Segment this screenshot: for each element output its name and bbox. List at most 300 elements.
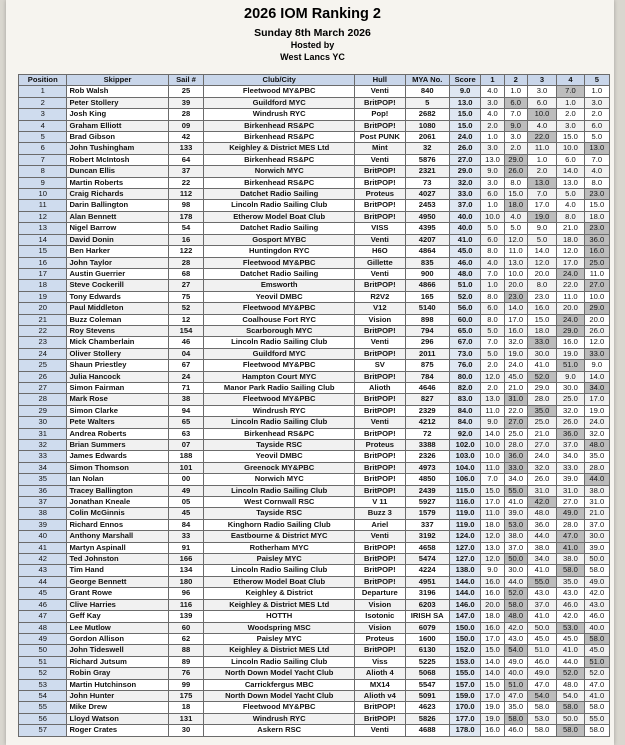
score-cell: 60.0 bbox=[449, 314, 481, 325]
race-1-cell: 8.0 bbox=[481, 291, 504, 302]
race-5-cell: 55.0 bbox=[584, 713, 609, 724]
mya-number-cell: 5091 bbox=[405, 690, 449, 701]
sail-number-cell: 101 bbox=[168, 462, 204, 473]
score-cell: 45.0 bbox=[449, 246, 481, 257]
table-row bbox=[19, 325, 610, 336]
hull-cell: BritPOP! bbox=[355, 554, 406, 565]
hull-cell: V 11 bbox=[355, 497, 406, 508]
race-4-cell: 17.0 bbox=[557, 257, 584, 268]
race-2-cell: 50.0 bbox=[504, 554, 527, 565]
skipper-cell: Colin McGinnis bbox=[67, 508, 168, 519]
mya-number-cell: 840 bbox=[405, 86, 449, 97]
mya-number-cell: 4395 bbox=[405, 223, 449, 234]
race-2-cell: 37.0 bbox=[504, 542, 527, 553]
hull-cell: BritPOP! bbox=[355, 325, 406, 336]
sail-number-cell: 116 bbox=[168, 599, 204, 610]
table-row bbox=[19, 394, 610, 405]
skipper-cell: Mick Chamberlain bbox=[67, 337, 168, 348]
race-1-cell: 16.0 bbox=[481, 588, 504, 599]
club-cell: Etherow Model Boat Club bbox=[204, 576, 355, 587]
race-1-cell: 15.0 bbox=[481, 485, 504, 496]
race-5-cell: 5.0 bbox=[584, 132, 609, 143]
sail-number-cell: 166 bbox=[168, 554, 204, 565]
hull-cell: Pop! bbox=[355, 109, 406, 120]
race-3-cell: 26.0 bbox=[527, 474, 556, 485]
race-1-cell: 2.0 bbox=[481, 360, 504, 371]
event-date: Sunday 8th March 2026 bbox=[254, 27, 371, 39]
race-2-cell: 45.0 bbox=[504, 371, 527, 382]
race-1-cell: 14.0 bbox=[481, 656, 504, 667]
mya-number-cell: 4027 bbox=[405, 189, 449, 200]
race-2-cell: 18.0 bbox=[504, 200, 527, 211]
mya-number-cell: 2453 bbox=[405, 200, 449, 211]
position-cell: 15 bbox=[19, 246, 67, 257]
skipper-cell: Paul Middleton bbox=[67, 303, 168, 314]
club-cell: Datchet Radio Sailing bbox=[204, 223, 355, 234]
table-row bbox=[19, 189, 610, 200]
hull-cell: BritPOP! bbox=[355, 166, 406, 177]
race-3-cell: 7.0 bbox=[527, 189, 556, 200]
race-2-cell: 51.0 bbox=[504, 679, 527, 690]
mya-number-cell: 72 bbox=[405, 428, 449, 439]
score-cell: 24.0 bbox=[449, 132, 481, 143]
race-4-cell: 53.0 bbox=[557, 622, 584, 633]
table-row bbox=[19, 246, 610, 257]
race-1-cell: 18.0 bbox=[481, 611, 504, 622]
race-1-cell: 6.0 bbox=[481, 234, 504, 245]
table-row bbox=[19, 668, 610, 679]
race-5-cell: 1.0 bbox=[584, 86, 609, 97]
mya-number-cell: 4658 bbox=[405, 542, 449, 553]
race-5-cell: 44.0 bbox=[584, 474, 609, 485]
table-row bbox=[19, 702, 610, 713]
race-4-cell: 14.0 bbox=[557, 166, 584, 177]
col-header-sail: Sail # bbox=[168, 75, 204, 86]
sail-number-cell: 112 bbox=[168, 189, 204, 200]
score-cell: 26.0 bbox=[449, 143, 481, 154]
hull-cell: Mint bbox=[355, 143, 406, 154]
hull-cell: Venti bbox=[355, 725, 406, 736]
race-2-cell: 41.0 bbox=[504, 497, 527, 508]
sail-number-cell: 63 bbox=[168, 428, 204, 439]
race-5-cell: 38.0 bbox=[584, 485, 609, 496]
skipper-cell: Tony Edwards bbox=[67, 291, 168, 302]
race-4-cell: 31.0 bbox=[557, 485, 584, 496]
race-5-cell: 13.0 bbox=[584, 143, 609, 154]
race-4-cell: 58.0 bbox=[557, 565, 584, 576]
race-4-cell: 43.0 bbox=[557, 588, 584, 599]
score-cell: 124.0 bbox=[449, 531, 481, 542]
score-cell: 119.0 bbox=[449, 508, 481, 519]
hull-cell: Vision bbox=[355, 622, 406, 633]
col-header-race-4: 4 bbox=[557, 75, 584, 86]
hull-cell: BritPOP! bbox=[355, 451, 406, 462]
table-row bbox=[19, 120, 610, 131]
mya-number-cell: 32 bbox=[405, 143, 449, 154]
table-row bbox=[19, 519, 610, 530]
mya-number-cell: 5140 bbox=[405, 303, 449, 314]
mya-number-cell: 835 bbox=[405, 257, 449, 268]
table-row bbox=[19, 143, 610, 154]
club-cell: Keighley & District MES Ltd bbox=[204, 599, 355, 610]
race-1-cell: 15.0 bbox=[481, 679, 504, 690]
table-row bbox=[19, 337, 610, 348]
table-row bbox=[19, 257, 610, 268]
hull-cell: Gillette bbox=[355, 257, 406, 268]
hull-cell: Venti bbox=[355, 337, 406, 348]
position-cell: 19 bbox=[19, 291, 67, 302]
sail-number-cell: 28 bbox=[168, 109, 204, 120]
race-5-cell: 48.0 bbox=[584, 440, 609, 451]
race-1-cell: 19.0 bbox=[481, 713, 504, 724]
hull-cell: Post PUNK bbox=[355, 132, 406, 143]
hull-cell: Alioth 4 bbox=[355, 668, 406, 679]
skipper-cell: John Taylor bbox=[67, 257, 168, 268]
position-cell: 16 bbox=[19, 257, 67, 268]
score-cell: 37.0 bbox=[449, 200, 481, 211]
position-cell: 18 bbox=[19, 280, 67, 291]
race-3-cell: 48.0 bbox=[527, 508, 556, 519]
skipper-cell: Brad Gibson bbox=[67, 132, 168, 143]
sail-number-cell: 139 bbox=[168, 611, 204, 622]
sail-number-cell: 16 bbox=[168, 234, 204, 245]
position-cell: 48 bbox=[19, 622, 67, 633]
mya-number-cell: 5927 bbox=[405, 497, 449, 508]
race-2-cell: 8.0 bbox=[504, 177, 527, 188]
race-1-cell: 10.0 bbox=[481, 451, 504, 462]
ranking-table-body bbox=[19, 86, 610, 736]
table-row bbox=[19, 211, 610, 222]
club-cell: Greenock MY&PBC bbox=[204, 462, 355, 473]
score-cell: 144.0 bbox=[449, 576, 481, 587]
race-4-cell: 37.0 bbox=[557, 440, 584, 451]
race-2-cell: 12.0 bbox=[504, 234, 527, 245]
skipper-cell: John Hunter bbox=[67, 690, 168, 701]
position-cell: 57 bbox=[19, 725, 67, 736]
race-5-cell: 21.0 bbox=[584, 508, 609, 519]
sail-number-cell: 49 bbox=[168, 485, 204, 496]
race-5-cell: 42.0 bbox=[584, 588, 609, 599]
race-1-cell: 1.0 bbox=[481, 132, 504, 143]
skipper-cell: Oliver Stollery bbox=[67, 348, 168, 359]
race-5-cell: 26.0 bbox=[584, 325, 609, 336]
race-4-cell: 32.0 bbox=[557, 405, 584, 416]
skipper-cell: Ted Johnston bbox=[67, 554, 168, 565]
race-3-cell: 50.0 bbox=[527, 622, 556, 633]
race-1-cell: 17.0 bbox=[481, 633, 504, 644]
race-4-cell: 13.0 bbox=[557, 177, 584, 188]
table-row bbox=[19, 485, 610, 496]
race-5-cell: 45.0 bbox=[584, 645, 609, 656]
col-header-club: Club/City bbox=[204, 75, 355, 86]
club-cell: North Down Model Yacht Club bbox=[204, 690, 355, 701]
position-cell: 22 bbox=[19, 325, 67, 336]
sail-number-cell: 07 bbox=[168, 440, 204, 451]
race-1-cell: 8.0 bbox=[481, 246, 504, 257]
mya-number-cell: IRISH SA bbox=[405, 611, 449, 622]
race-4-cell: 41.0 bbox=[557, 542, 584, 553]
club-cell: Windrush RYC bbox=[204, 405, 355, 416]
skipper-cell: Lee Mutlow bbox=[67, 622, 168, 633]
race-1-cell: 4.0 bbox=[481, 86, 504, 97]
score-cell: 9.0 bbox=[449, 86, 481, 97]
mya-number-cell: 296 bbox=[405, 337, 449, 348]
table-row bbox=[19, 508, 610, 519]
race-4-cell: 36.0 bbox=[557, 428, 584, 439]
position-cell: 44 bbox=[19, 576, 67, 587]
position-cell: 2 bbox=[19, 97, 67, 108]
skipper-cell: Darin Ballington bbox=[67, 200, 168, 211]
position-cell: 21 bbox=[19, 314, 67, 325]
table-row bbox=[19, 109, 610, 120]
race-4-cell: 46.0 bbox=[557, 599, 584, 610]
position-cell: 38 bbox=[19, 508, 67, 519]
position-cell: 41 bbox=[19, 542, 67, 553]
mya-number-cell: 2061 bbox=[405, 132, 449, 143]
skipper-cell: Ian Nolan bbox=[67, 474, 168, 485]
position-cell: 5 bbox=[19, 132, 67, 143]
mya-number-cell: 4224 bbox=[405, 565, 449, 576]
race-3-cell: 5.0 bbox=[527, 234, 556, 245]
mya-number-cell: 900 bbox=[405, 268, 449, 279]
position-cell: 46 bbox=[19, 599, 67, 610]
race-5-cell: 31.0 bbox=[584, 497, 609, 508]
hull-cell: BritPOP! bbox=[355, 542, 406, 553]
race-4-cell: 6.0 bbox=[557, 154, 584, 165]
race-5-cell: 24.0 bbox=[584, 417, 609, 428]
score-cell: 48.0 bbox=[449, 268, 481, 279]
skipper-cell: Buzz Coleman bbox=[67, 314, 168, 325]
table-row bbox=[19, 166, 610, 177]
score-cell: 104.0 bbox=[449, 462, 481, 473]
skipper-cell: Andrea Roberts bbox=[67, 428, 168, 439]
mya-number-cell: 4688 bbox=[405, 725, 449, 736]
table-row bbox=[19, 417, 610, 428]
score-cell: 15.0 bbox=[449, 109, 481, 120]
position-cell: 8 bbox=[19, 166, 67, 177]
race-4-cell: 49.0 bbox=[557, 508, 584, 519]
skipper-cell: Simon Clarke bbox=[67, 405, 168, 416]
club-cell: Norwich MYC bbox=[204, 166, 355, 177]
club-cell: Birkenhead RS&PC bbox=[204, 132, 355, 143]
race-1-cell: 12.0 bbox=[481, 531, 504, 542]
race-2-cell: 25.0 bbox=[504, 428, 527, 439]
mya-number-cell: 898 bbox=[405, 314, 449, 325]
col-header-skipper: Skipper bbox=[67, 75, 168, 86]
club-cell: Keighley & District MES Ltd bbox=[204, 645, 355, 656]
race-2-cell: 27.0 bbox=[504, 417, 527, 428]
race-2-cell: 7.0 bbox=[504, 109, 527, 120]
race-3-cell: 47.0 bbox=[527, 679, 556, 690]
position-cell: 35 bbox=[19, 474, 67, 485]
score-cell: 27.0 bbox=[449, 154, 481, 165]
position-cell: 9 bbox=[19, 177, 67, 188]
race-1-cell: 14.0 bbox=[481, 668, 504, 679]
hull-cell: BritPOP! bbox=[355, 405, 406, 416]
hull-cell: SV bbox=[355, 360, 406, 371]
score-cell: 147.0 bbox=[449, 611, 481, 622]
race-3-cell: 53.0 bbox=[527, 713, 556, 724]
race-2-cell: 2.0 bbox=[504, 143, 527, 154]
score-cell: 40.0 bbox=[449, 223, 481, 234]
race-2-cell: 36.0 bbox=[504, 451, 527, 462]
sail-number-cell: 134 bbox=[168, 565, 204, 576]
race-3-cell: 31.0 bbox=[527, 485, 556, 496]
club-cell: Woodspring MSC bbox=[204, 622, 355, 633]
hull-cell: V12 bbox=[355, 303, 406, 314]
table-row bbox=[19, 223, 610, 234]
race-3-cell: 29.0 bbox=[527, 382, 556, 393]
table-row bbox=[19, 428, 610, 439]
race-1-cell: 10.0 bbox=[481, 211, 504, 222]
mya-number-cell: 4207 bbox=[405, 234, 449, 245]
club-cell: Birkenhead RS&PC bbox=[204, 154, 355, 165]
skipper-cell: Peter Stollery bbox=[67, 97, 168, 108]
race-3-cell: 4.0 bbox=[527, 120, 556, 131]
club-cell: Carrickfergus MBC bbox=[204, 679, 355, 690]
score-cell: 51.0 bbox=[449, 280, 481, 291]
race-2-cell: 16.0 bbox=[504, 325, 527, 336]
score-cell: 52.0 bbox=[449, 291, 481, 302]
race-4-cell: 11.0 bbox=[557, 291, 584, 302]
sail-number-cell: 98 bbox=[168, 200, 204, 211]
race-2-cell: 5.0 bbox=[504, 223, 527, 234]
mya-number-cell: 1579 bbox=[405, 508, 449, 519]
race-3-cell: 30.0 bbox=[527, 348, 556, 359]
sail-number-cell: 71 bbox=[168, 382, 204, 393]
race-3-cell: 13.0 bbox=[527, 177, 556, 188]
table-row bbox=[19, 154, 610, 165]
skipper-cell: Roger Crates bbox=[67, 725, 168, 736]
race-4-cell: 4.0 bbox=[557, 200, 584, 211]
mya-number-cell: 6203 bbox=[405, 599, 449, 610]
mya-number-cell: 4850 bbox=[405, 474, 449, 485]
hull-cell: Buzz 3 bbox=[355, 508, 406, 519]
skipper-cell: Richard Jutsum bbox=[67, 656, 168, 667]
mya-number-cell: 4623 bbox=[405, 702, 449, 713]
club-cell: Fleetwood MY&PBC bbox=[204, 394, 355, 405]
position-cell: 52 bbox=[19, 668, 67, 679]
race-3-cell: 8.0 bbox=[527, 280, 556, 291]
race-5-cell: 8.0 bbox=[584, 177, 609, 188]
skipper-cell: Robert McIntosh bbox=[67, 154, 168, 165]
table-header-row bbox=[19, 75, 610, 86]
score-cell: 152.0 bbox=[449, 645, 481, 656]
mya-number-cell: 1080 bbox=[405, 120, 449, 131]
race-1-cell: 17.0 bbox=[481, 690, 504, 701]
mya-number-cell: 827 bbox=[405, 394, 449, 405]
score-cell: 41.0 bbox=[449, 234, 481, 245]
race-4-cell: 48.0 bbox=[557, 679, 584, 690]
race-3-cell: 36.0 bbox=[527, 519, 556, 530]
race-1-cell: 16.0 bbox=[481, 725, 504, 736]
score-cell: 40.0 bbox=[449, 211, 481, 222]
skipper-cell: Pete Walters bbox=[67, 417, 168, 428]
club-cell: Norwich MYC bbox=[204, 474, 355, 485]
table-row bbox=[19, 462, 610, 473]
hull-cell: Vision bbox=[355, 599, 406, 610]
mya-number-cell: 4212 bbox=[405, 417, 449, 428]
hull-cell: BritPOP! bbox=[355, 394, 406, 405]
skipper-cell: Rob Walsh bbox=[67, 86, 168, 97]
race-5-cell: 17.0 bbox=[584, 394, 609, 405]
race-2-cell: 52.0 bbox=[504, 588, 527, 599]
race-5-cell: 32.0 bbox=[584, 428, 609, 439]
sail-number-cell: 22 bbox=[168, 177, 204, 188]
score-cell: 15.0 bbox=[449, 120, 481, 131]
race-5-cell: 52.0 bbox=[584, 668, 609, 679]
race-1-cell: 5.0 bbox=[481, 348, 504, 359]
club-cell: Coalhouse Fort RYC bbox=[204, 314, 355, 325]
race-2-cell: 39.0 bbox=[504, 508, 527, 519]
position-cell: 10 bbox=[19, 189, 67, 200]
race-3-cell: 46.0 bbox=[527, 656, 556, 667]
sail-number-cell: 42 bbox=[168, 132, 204, 143]
mya-number-cell: 4866 bbox=[405, 280, 449, 291]
score-cell: 76.0 bbox=[449, 360, 481, 371]
sail-number-cell: 28 bbox=[168, 257, 204, 268]
position-cell: 42 bbox=[19, 554, 67, 565]
race-3-cell: 41.0 bbox=[527, 360, 556, 371]
race-3-cell: 2.0 bbox=[527, 166, 556, 177]
race-3-cell: 11.0 bbox=[527, 143, 556, 154]
sail-number-cell: 60 bbox=[168, 622, 204, 633]
sail-number-cell: 05 bbox=[168, 497, 204, 508]
hull-cell: Venti bbox=[355, 531, 406, 542]
race-4-cell: 39.0 bbox=[557, 474, 584, 485]
table-row bbox=[19, 542, 610, 553]
race-2-cell: 24.0 bbox=[504, 360, 527, 371]
skipper-cell: Mark Rose bbox=[67, 394, 168, 405]
race-3-cell: 43.0 bbox=[527, 588, 556, 599]
race-5-cell: 39.0 bbox=[584, 542, 609, 553]
position-cell: 31 bbox=[19, 428, 67, 439]
race-4-cell: 19.0 bbox=[557, 348, 584, 359]
mya-number-cell: 2682 bbox=[405, 109, 449, 120]
table-row bbox=[19, 713, 610, 724]
mya-number-cell: 4951 bbox=[405, 576, 449, 587]
race-4-cell: 27.0 bbox=[557, 497, 584, 508]
race-4-cell: 7.0 bbox=[557, 86, 584, 97]
race-1-cell: 5.0 bbox=[481, 325, 504, 336]
race-5-cell: 20.0 bbox=[584, 314, 609, 325]
skipper-cell: John Tushingham bbox=[67, 143, 168, 154]
sail-number-cell: 154 bbox=[168, 325, 204, 336]
race-4-cell: 24.0 bbox=[557, 268, 584, 279]
score-cell: 153.0 bbox=[449, 656, 481, 667]
race-3-cell: 37.0 bbox=[527, 599, 556, 610]
race-5-cell: 28.0 bbox=[584, 462, 609, 473]
skipper-cell: Austin Guerrier bbox=[67, 268, 168, 279]
race-5-cell: 23.0 bbox=[584, 223, 609, 234]
race-3-cell: 27.0 bbox=[527, 440, 556, 451]
race-2-cell: 17.0 bbox=[504, 314, 527, 325]
club-cell: Datchet Radio Sailing bbox=[204, 189, 355, 200]
race-1-cell: 7.0 bbox=[481, 268, 504, 279]
race-3-cell: 23.0 bbox=[527, 291, 556, 302]
skipper-cell: Roy Stevens bbox=[67, 325, 168, 336]
race-3-cell: 10.0 bbox=[527, 109, 556, 120]
hull-cell: BritPOP! bbox=[355, 200, 406, 211]
club-cell: Lincoln Radio Sailing Club bbox=[204, 200, 355, 211]
club-cell: Yeovil DMBC bbox=[204, 291, 355, 302]
race-2-cell: 43.0 bbox=[504, 633, 527, 644]
hull-cell: Proteus bbox=[355, 440, 406, 451]
sail-number-cell: 91 bbox=[168, 542, 204, 553]
table-row bbox=[19, 690, 610, 701]
race-3-cell: 15.0 bbox=[527, 314, 556, 325]
position-cell: 20 bbox=[19, 303, 67, 314]
